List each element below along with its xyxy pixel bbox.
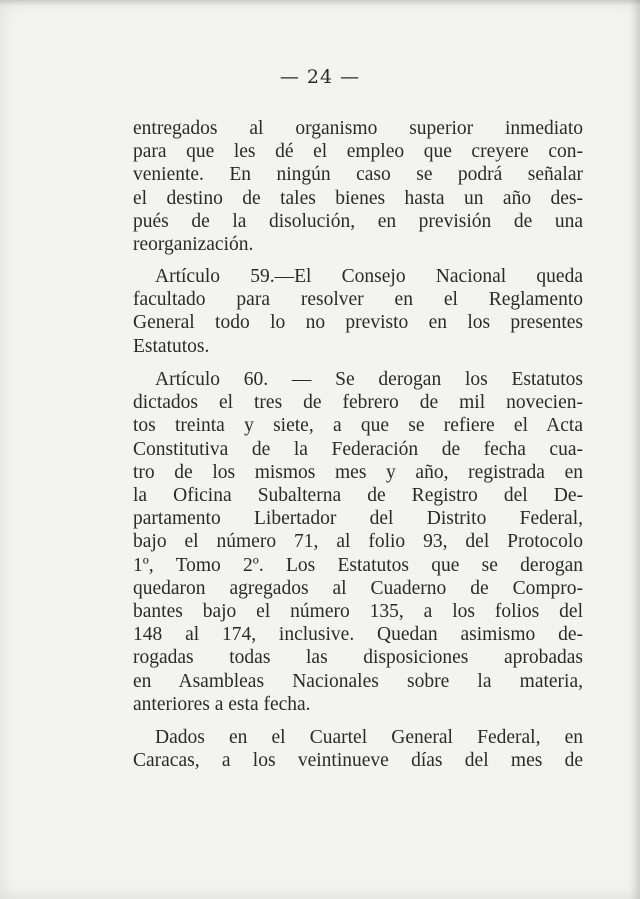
text-line: entregados al organismo superior inmediato [133, 118, 583, 139]
text-line: 1º, Tomo 2º. Los Estatutos que se derogan [133, 554, 583, 576]
text-line: la Oficina Subalterna de Registro del De- [133, 485, 583, 507]
text-line: bajo el número 71, al folio 93, del Protocolo [133, 531, 583, 553]
page-number: — 24 — [279, 66, 361, 88]
article-59-paragraph [133, 265, 583, 358]
text-line: partamento Libertador del Distrito Federal, [133, 508, 583, 530]
paragraph-continuation [133, 117, 583, 256]
text-line: tos treinta y siete, a que se refiere el Acta [133, 415, 583, 437]
text-line: Artículo 60. — Se derogan los Estatutos [155, 369, 583, 390]
text-line: Estatutos. [133, 335, 210, 357]
text-line: 148 al 174, inclusive. Quedan asimismo de- [133, 624, 583, 646]
article-60-paragraph [133, 368, 583, 716]
closing-paragraph [133, 726, 583, 772]
page-right-shadow [630, 0, 640, 899]
text-line: el destino de tales bienes hasta un año des- [133, 187, 583, 209]
text-line: para que les dé el empleo que creyere con- [133, 141, 583, 163]
text-line: dictados el tres de febrero de mil novecien- [133, 392, 583, 414]
text-line: Artículo 59.—El Consejo Nacional queda [155, 266, 583, 287]
text-line: General todo lo no previsto en los presentes [133, 312, 583, 334]
text-line: facultado para resolver en el Reglamento [133, 289, 583, 311]
text-line: veniente. En ningún caso se podrá señalar [133, 164, 583, 186]
text-line: reorganización. [133, 234, 254, 256]
text-line: bantes bajo el número 135, a los folios del [133, 601, 583, 623]
text-line: Dados en el Cuartel General Federal, en [155, 727, 583, 748]
text-line: Caracas, a los veintinueve días del mes de [133, 750, 583, 772]
text-line: anteriores a esta fecha. [133, 693, 311, 715]
text-line: en Asambleas Nacionales sobre la materia, [133, 670, 583, 692]
page-top-shadow [0, 0, 640, 6]
text-line: rogadas todas las disposiciones aprobadas [133, 647, 583, 669]
text-line: quedaron agregados al Cuaderno de Compro- [133, 577, 583, 599]
text-line: tro de los mismos mes y año, registrada en [133, 461, 583, 483]
text-line: pués de la disolución, en previsión de una [133, 210, 583, 232]
text-line: Constitutiva de la Federación de fecha cua- [133, 438, 583, 460]
